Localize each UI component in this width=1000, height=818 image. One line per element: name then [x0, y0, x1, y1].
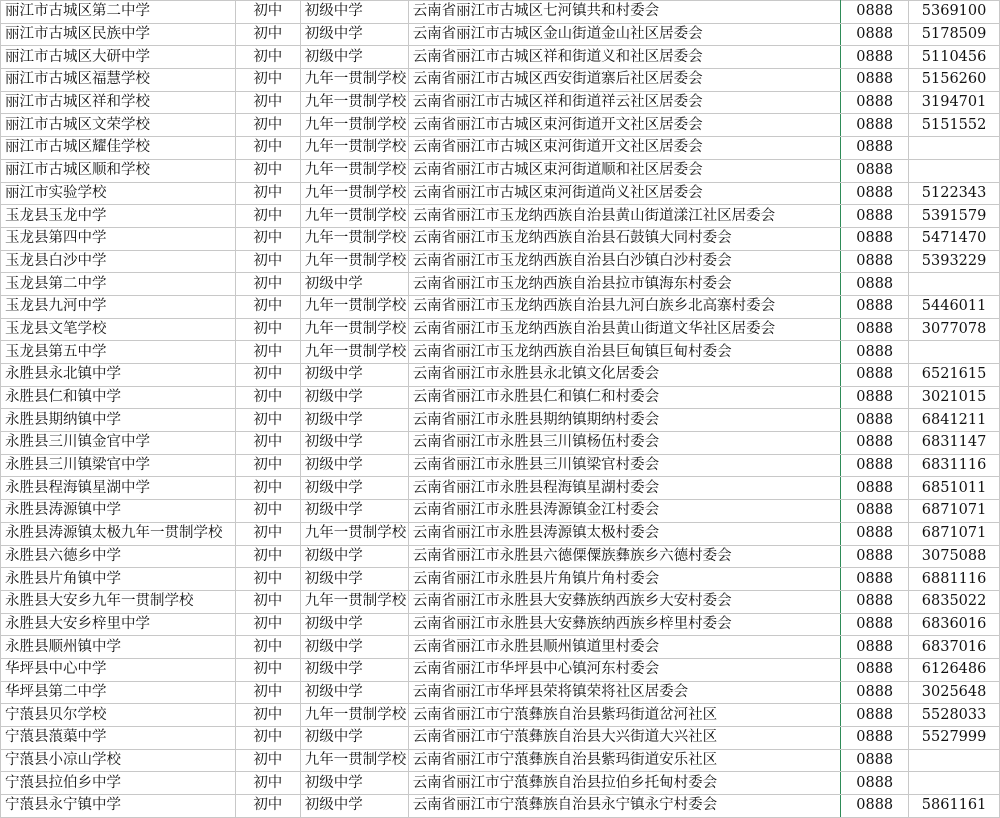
- school-name-cell[interactable]: 永胜县程海镇星湖中学: [1, 477, 236, 500]
- school-name-cell[interactable]: 丽江市古城区耀佳学校: [1, 137, 236, 160]
- table-row: [1, 250, 1000, 273]
- school-type-cell[interactable]: 初级中学: [300, 46, 408, 69]
- school-name-cell[interactable]: 永胜县大安乡九年一贯制学校: [1, 590, 236, 613]
- school-address-cell[interactable]: 云南省丽江市玉龙纳西族自治县白沙镇白沙村委会: [408, 250, 841, 273]
- school-address-cell[interactable]: 云南省丽江市永胜县片角镇片角村委会: [408, 568, 841, 591]
- school-name-cell[interactable]: 丽江市古城区大研中学: [1, 46, 236, 69]
- phone-cell[interactable]: 3075088: [909, 545, 1000, 568]
- area-code-cell[interactable]: 0888: [841, 318, 909, 341]
- school-type-cell[interactable]: 初级中学: [300, 409, 408, 432]
- school-name-cell[interactable]: 永胜县涛源镇太极九年一贯制学校: [1, 522, 236, 545]
- school-name-cell[interactable]: 玉龙县九河中学: [1, 295, 236, 318]
- school-type-cell[interactable]: 初级中学: [300, 568, 408, 591]
- phone-cell[interactable]: 3025648: [909, 681, 1000, 704]
- area-code-cell[interactable]: 0888: [841, 1, 909, 24]
- phone-cell[interactable]: [909, 273, 1000, 296]
- area-code-cell[interactable]: 0888: [841, 114, 909, 137]
- area-code-cell[interactable]: 0888: [841, 795, 909, 818]
- school-type-cell[interactable]: 初级中学: [300, 613, 408, 636]
- area-code-cell[interactable]: 0888: [841, 522, 909, 545]
- school-address-cell[interactable]: 云南省丽江市古城区束河街道顺和社区居委会: [408, 159, 841, 182]
- school-level-cell[interactable]: 初中: [235, 568, 300, 591]
- table-row: [1, 704, 1000, 727]
- school-address-cell[interactable]: 云南省丽江市宁蒗彝族自治县拉伯乡托甸村委会: [408, 772, 841, 795]
- phone-cell[interactable]: 6881116: [909, 568, 1000, 591]
- school-type-cell[interactable]: 初级中学: [300, 500, 408, 523]
- school-address-cell[interactable]: 云南省丽江市玉龙纳西族自治县九河白族乡北高寨村委会: [408, 295, 841, 318]
- school-name-cell[interactable]: 玉龙县玉龙中学: [1, 205, 236, 228]
- area-code-cell[interactable]: 0888: [841, 432, 909, 455]
- phone-cell[interactable]: 6837016: [909, 636, 1000, 659]
- area-code-cell[interactable]: 0888: [841, 545, 909, 568]
- school-level-cell[interactable]: 初中: [235, 500, 300, 523]
- school-type-cell[interactable]: 九年一贯制学校: [300, 318, 408, 341]
- phone-cell[interactable]: 5861161: [909, 795, 1000, 818]
- school-address-cell[interactable]: 云南省丽江市永胜县顺州镇道里村委会: [408, 636, 841, 659]
- school-type-cell[interactable]: 初级中学: [300, 273, 408, 296]
- school-type-cell[interactable]: 初级中学: [300, 364, 408, 387]
- table-row: [1, 772, 1000, 795]
- school-address-cell[interactable]: 云南省丽江市永胜县期纳镇期纳村委会: [408, 409, 841, 432]
- school-level-cell[interactable]: 初中: [235, 749, 300, 772]
- school-name-cell[interactable]: 永胜县仁和镇中学: [1, 386, 236, 409]
- school-name-cell[interactable]: 永胜县涛源镇中学: [1, 500, 236, 523]
- school-level-cell[interactable]: 初中: [235, 409, 300, 432]
- school-type-cell[interactable]: 初级中学: [300, 658, 408, 681]
- table-row: [1, 273, 1000, 296]
- school-level-cell[interactable]: 初中: [235, 182, 300, 205]
- area-code-cell[interactable]: 0888: [841, 386, 909, 409]
- table-row: [1, 46, 1000, 69]
- school-level-cell[interactable]: 初中: [235, 114, 300, 137]
- school-address-cell[interactable]: 云南省丽江市永胜县涛源镇金江村委会: [408, 500, 841, 523]
- table-row: [1, 454, 1000, 477]
- school-name-cell[interactable]: 丽江市古城区文荣学校: [1, 114, 236, 137]
- area-code-cell[interactable]: 0888: [841, 613, 909, 636]
- school-type-cell[interactable]: 九年一贯制学校: [300, 182, 408, 205]
- school-level-cell[interactable]: 初中: [235, 364, 300, 387]
- school-type-cell[interactable]: 初级中学: [300, 23, 408, 46]
- table-row: [1, 205, 1000, 228]
- school-type-cell[interactable]: 九年一贯制学校: [300, 749, 408, 772]
- school-address-cell[interactable]: 云南省丽江市华坪县中心镇河东村委会: [408, 658, 841, 681]
- school-address-cell[interactable]: 云南省丽江市玉龙纳西族自治县黄山街道文华社区居委会: [408, 318, 841, 341]
- table-row: [1, 795, 1000, 818]
- area-code-cell[interactable]: 0888: [841, 23, 909, 46]
- phone-cell[interactable]: 6521615: [909, 364, 1000, 387]
- school-name-cell[interactable]: 永胜县三川镇金官中学: [1, 432, 236, 455]
- school-level-cell[interactable]: 初中: [235, 545, 300, 568]
- table-row: [1, 114, 1000, 137]
- table-row: [1, 182, 1000, 205]
- phone-cell[interactable]: 3021015: [909, 386, 1000, 409]
- table-row: [1, 91, 1000, 114]
- school-level-cell[interactable]: 初中: [235, 477, 300, 500]
- area-code-cell[interactable]: 0888: [841, 91, 909, 114]
- school-type-cell[interactable]: 九年一贯制学校: [300, 522, 408, 545]
- school-type-cell[interactable]: 九年一贯制学校: [300, 159, 408, 182]
- school-name-cell[interactable]: 丽江市古城区祥和学校: [1, 91, 236, 114]
- school-name-cell[interactable]: 宁蒗县蒗蕖中学: [1, 727, 236, 750]
- school-type-cell[interactable]: 九年一贯制学校: [300, 250, 408, 273]
- school-name-cell[interactable]: 丽江市实验学校: [1, 182, 236, 205]
- school-name-cell[interactable]: 宁蒗县贝尔学校: [1, 704, 236, 727]
- school-level-cell[interactable]: 初中: [235, 250, 300, 273]
- area-code-cell[interactable]: 0888: [841, 182, 909, 205]
- school-address-cell[interactable]: 云南省丽江市古城区七河镇共和村委会: [408, 1, 841, 24]
- school-type-cell[interactable]: 九年一贯制学校: [300, 704, 408, 727]
- area-code-cell[interactable]: 0888: [841, 658, 909, 681]
- school-level-cell[interactable]: 初中: [235, 295, 300, 318]
- school-level-cell[interactable]: 初中: [235, 159, 300, 182]
- school-level-cell[interactable]: 初中: [235, 386, 300, 409]
- phone-cell[interactable]: 6841211: [909, 409, 1000, 432]
- school-name-cell[interactable]: 玉龙县白沙中学: [1, 250, 236, 273]
- school-address-cell[interactable]: 云南省丽江市永胜县大安彝族纳西族乡梓里村委会: [408, 613, 841, 636]
- school-level-cell[interactable]: 初中: [235, 46, 300, 69]
- school-type-cell[interactable]: 初级中学: [300, 545, 408, 568]
- table-row: [1, 341, 1000, 364]
- school-address-cell[interactable]: 云南省丽江市永胜县三川镇梁官村委会: [408, 454, 841, 477]
- school-address-cell[interactable]: 云南省丽江市古城区祥和街道义和社区居委会: [408, 46, 841, 69]
- school-type-cell[interactable]: 初级中学: [300, 454, 408, 477]
- school-type-cell[interactable]: 九年一贯制学校: [300, 295, 408, 318]
- school-name-cell[interactable]: 丽江市古城区第二中学: [1, 1, 236, 24]
- school-type-cell[interactable]: 九年一贯制学校: [300, 114, 408, 137]
- school-level-cell[interactable]: 初中: [235, 341, 300, 364]
- phone-cell[interactable]: 6851011: [909, 477, 1000, 500]
- table-row: [1, 295, 1000, 318]
- school-type-cell[interactable]: 初级中学: [300, 477, 408, 500]
- table-row: [1, 69, 1000, 92]
- table-row: [1, 568, 1000, 591]
- school-type-cell[interactable]: 九年一贯制学校: [300, 69, 408, 92]
- school-type-cell[interactable]: 初级中学: [300, 386, 408, 409]
- school-level-cell[interactable]: 初中: [235, 69, 300, 92]
- school-address-cell[interactable]: 云南省丽江市古城区金山街道金山社区居委会: [408, 23, 841, 46]
- school-type-cell[interactable]: 九年一贯制学校: [300, 205, 408, 228]
- school-level-cell[interactable]: 初中: [235, 636, 300, 659]
- school-address-cell[interactable]: 云南省丽江市宁蒗彝族自治县紫玛街道岔河社区: [408, 704, 841, 727]
- school-type-cell[interactable]: 初级中学: [300, 795, 408, 818]
- school-address-cell[interactable]: 云南省丽江市华坪县荣将镇荣将社区居委会: [408, 681, 841, 704]
- table-row: [1, 727, 1000, 750]
- school-level-cell[interactable]: 初中: [235, 432, 300, 455]
- school-address-cell[interactable]: 云南省丽江市宁蒗彝族自治县大兴街道大兴社区: [408, 727, 841, 750]
- phone-cell[interactable]: 5393229: [909, 250, 1000, 273]
- table-row: [1, 613, 1000, 636]
- phone-cell[interactable]: 6836016: [909, 613, 1000, 636]
- area-code-cell[interactable]: 0888: [841, 772, 909, 795]
- school-name-cell[interactable]: 宁蒗县永宁镇中学: [1, 795, 236, 818]
- school-level-cell[interactable]: 初中: [235, 704, 300, 727]
- phone-cell[interactable]: [909, 772, 1000, 795]
- phone-cell[interactable]: 5527999: [909, 727, 1000, 750]
- table-body: [1, 1, 1000, 818]
- school-name-cell[interactable]: 玉龙县文笔学校: [1, 318, 236, 341]
- school-address-cell[interactable]: 云南省丽江市永胜县六德傈僳族彝族乡六德村委会: [408, 545, 841, 568]
- area-code-cell[interactable]: 0888: [841, 590, 909, 613]
- phone-cell[interactable]: 5471470: [909, 227, 1000, 250]
- area-code-cell[interactable]: 0888: [841, 681, 909, 704]
- school-address-cell[interactable]: 云南省丽江市古城区束河街道开文社区居委会: [408, 137, 841, 160]
- school-level-cell[interactable]: 初中: [235, 318, 300, 341]
- school-name-cell[interactable]: 永胜县期纳镇中学: [1, 409, 236, 432]
- school-address-cell[interactable]: 云南省丽江市永胜县大安彝族纳西族乡大安村委会: [408, 590, 841, 613]
- school-level-cell[interactable]: 初中: [235, 273, 300, 296]
- area-code-cell[interactable]: 0888: [841, 364, 909, 387]
- phone-cell[interactable]: 5110456: [909, 46, 1000, 69]
- table-row: [1, 159, 1000, 182]
- area-code-cell[interactable]: 0888: [841, 295, 909, 318]
- area-code-cell[interactable]: 0888: [841, 46, 909, 69]
- school-name-cell[interactable]: 玉龙县第四中学: [1, 227, 236, 250]
- area-code-cell[interactable]: 0888: [841, 205, 909, 228]
- school-address-cell[interactable]: 云南省丽江市永胜县仁和镇仁和村委会: [408, 386, 841, 409]
- table-row: [1, 658, 1000, 681]
- school-address-cell[interactable]: 云南省丽江市永胜县程海镇星湖村委会: [408, 477, 841, 500]
- table-row: [1, 749, 1000, 772]
- school-address-cell[interactable]: 云南省丽江市古城区束河街道尚义社区居委会: [408, 182, 841, 205]
- school-level-cell[interactable]: 初中: [235, 613, 300, 636]
- table-row: [1, 318, 1000, 341]
- area-code-cell[interactable]: 0888: [841, 69, 909, 92]
- phone-cell[interactable]: 6871071: [909, 500, 1000, 523]
- area-code-cell[interactable]: 0888: [841, 454, 909, 477]
- school-name-cell[interactable]: 永胜县大安乡梓里中学: [1, 613, 236, 636]
- school-level-cell[interactable]: 初中: [235, 658, 300, 681]
- phone-cell[interactable]: 6835022: [909, 590, 1000, 613]
- area-code-cell[interactable]: 0888: [841, 227, 909, 250]
- table-row: [1, 432, 1000, 455]
- phone-cell[interactable]: 5528033: [909, 704, 1000, 727]
- school-level-cell[interactable]: 初中: [235, 772, 300, 795]
- area-code-cell[interactable]: 0888: [841, 341, 909, 364]
- area-code-cell[interactable]: 0888: [841, 636, 909, 659]
- school-type-cell[interactable]: 九年一贯制学校: [300, 590, 408, 613]
- school-type-cell[interactable]: 初级中学: [300, 636, 408, 659]
- school-level-cell[interactable]: 初中: [235, 522, 300, 545]
- table-row: [1, 137, 1000, 160]
- school-level-cell[interactable]: 初中: [235, 91, 300, 114]
- phone-cell[interactable]: 5151552: [909, 114, 1000, 137]
- phone-cell[interactable]: 5369100: [909, 1, 1000, 24]
- school-name-cell[interactable]: 永胜县顺州镇中学: [1, 636, 236, 659]
- phone-cell[interactable]: 5391579: [909, 205, 1000, 228]
- area-code-cell[interactable]: 0888: [841, 137, 909, 160]
- phone-cell[interactable]: [909, 137, 1000, 160]
- school-address-cell[interactable]: 云南省丽江市玉龙纳西族自治县拉市镇海东村委会: [408, 273, 841, 296]
- school-level-cell[interactable]: 初中: [235, 727, 300, 750]
- table-row: [1, 636, 1000, 659]
- school-address-cell[interactable]: 云南省丽江市古城区西安街道寨后社区居委会: [408, 69, 841, 92]
- table-row: [1, 522, 1000, 545]
- school-level-cell[interactable]: 初中: [235, 454, 300, 477]
- table-row: [1, 227, 1000, 250]
- school-level-cell[interactable]: 初中: [235, 1, 300, 24]
- school-address-cell[interactable]: 云南省丽江市玉龙纳西族自治县巨甸镇巨甸村委会: [408, 341, 841, 364]
- table-row: [1, 23, 1000, 46]
- school-address-cell[interactable]: 云南省丽江市宁蒗彝族自治县紫玛街道安乐社区: [408, 749, 841, 772]
- phone-cell[interactable]: 3194701: [909, 91, 1000, 114]
- school-level-cell[interactable]: 初中: [235, 795, 300, 818]
- table-row: [1, 500, 1000, 523]
- school-name-cell[interactable]: 丽江市古城区民族中学: [1, 23, 236, 46]
- school-name-cell[interactable]: 宁蒗县拉伯乡中学: [1, 772, 236, 795]
- school-level-cell[interactable]: 初中: [235, 227, 300, 250]
- school-type-cell[interactable]: 九年一贯制学校: [300, 137, 408, 160]
- school-address-cell[interactable]: 云南省丽江市永胜县永北镇文化居委会: [408, 364, 841, 387]
- school-name-cell[interactable]: 永胜县三川镇梁官中学: [1, 454, 236, 477]
- school-type-cell[interactable]: 九年一贯制学校: [300, 341, 408, 364]
- table-row: [1, 681, 1000, 704]
- school-level-cell[interactable]: 初中: [235, 23, 300, 46]
- area-code-cell[interactable]: 0888: [841, 727, 909, 750]
- area-code-cell[interactable]: 0888: [841, 749, 909, 772]
- school-name-cell[interactable]: 华坪县第二中学: [1, 681, 236, 704]
- school-level-cell[interactable]: 初中: [235, 137, 300, 160]
- table-row: [1, 545, 1000, 568]
- phone-cell[interactable]: [909, 341, 1000, 364]
- school-address-cell[interactable]: 云南省丽江市永胜县涛源镇太极村委会: [408, 522, 841, 545]
- phone-cell[interactable]: 5156260: [909, 69, 1000, 92]
- phone-cell[interactable]: [909, 159, 1000, 182]
- school-name-cell[interactable]: 玉龙县第二中学: [1, 273, 236, 296]
- phone-cell[interactable]: 5446011: [909, 295, 1000, 318]
- school-type-cell[interactable]: 初级中学: [300, 727, 408, 750]
- school-name-cell[interactable]: 永胜县六德乡中学: [1, 545, 236, 568]
- school-name-cell[interactable]: 丽江市古城区福慧学校: [1, 69, 236, 92]
- table-row: [1, 590, 1000, 613]
- school-level-cell[interactable]: 初中: [235, 590, 300, 613]
- school-name-cell[interactable]: 永胜县片角镇中学: [1, 568, 236, 591]
- school-type-cell[interactable]: 初级中学: [300, 772, 408, 795]
- table-row: [1, 364, 1000, 387]
- school-name-cell[interactable]: 玉龙县第五中学: [1, 341, 236, 364]
- area-code-cell[interactable]: 0888: [841, 500, 909, 523]
- school-level-cell[interactable]: 初中: [235, 205, 300, 228]
- table-row: [1, 477, 1000, 500]
- school-address-cell[interactable]: 云南省丽江市宁蒗彝族自治县永宁镇永宁村委会: [408, 795, 841, 818]
- school-name-cell[interactable]: 丽江市古城区顺和学校: [1, 159, 236, 182]
- school-type-cell[interactable]: 初级中学: [300, 432, 408, 455]
- school-type-cell[interactable]: 九年一贯制学校: [300, 91, 408, 114]
- area-code-cell[interactable]: 0888: [841, 159, 909, 182]
- area-code-cell[interactable]: 0888: [841, 568, 909, 591]
- school-type-cell[interactable]: 初级中学: [300, 681, 408, 704]
- table-row: [1, 386, 1000, 409]
- school-address-cell[interactable]: 云南省丽江市玉龙纳西族自治县石鼓镇大同村委会: [408, 227, 841, 250]
- school-type-cell[interactable]: 九年一贯制学校: [300, 227, 408, 250]
- phone-cell[interactable]: 6831116: [909, 454, 1000, 477]
- phone-cell[interactable]: [909, 749, 1000, 772]
- phone-cell[interactable]: 5122343: [909, 182, 1000, 205]
- phone-cell[interactable]: 6831147: [909, 432, 1000, 455]
- area-code-cell[interactable]: 0888: [841, 273, 909, 296]
- phone-cell[interactable]: 3077078: [909, 318, 1000, 341]
- area-code-cell[interactable]: 0888: [841, 477, 909, 500]
- school-level-cell[interactable]: 初中: [235, 681, 300, 704]
- table-row: [1, 409, 1000, 432]
- phone-cell[interactable]: 6871071: [909, 522, 1000, 545]
- school-address-cell[interactable]: 云南省丽江市古城区祥和街道祥云社区居委会: [408, 91, 841, 114]
- area-code-cell[interactable]: 0888: [841, 409, 909, 432]
- school-address-cell[interactable]: 云南省丽江市玉龙纳西族自治县黄山街道漾江社区居委会: [408, 205, 841, 228]
- school-name-cell[interactable]: 永胜县永北镇中学: [1, 364, 236, 387]
- area-code-cell[interactable]: 0888: [841, 704, 909, 727]
- school-address-cell[interactable]: 云南省丽江市古城区束河街道开文社区居委会: [408, 114, 841, 137]
- phone-cell[interactable]: 6126486: [909, 658, 1000, 681]
- school-name-cell[interactable]: 华坪县中心中学: [1, 658, 236, 681]
- phone-cell[interactable]: 5178509: [909, 23, 1000, 46]
- table-row: [1, 1, 1000, 24]
- school-name-cell[interactable]: 宁蒗县小凉山学校: [1, 749, 236, 772]
- school-type-cell[interactable]: 初级中学: [300, 1, 408, 24]
- area-code-cell[interactable]: 0888: [841, 250, 909, 273]
- school-address-cell[interactable]: 云南省丽江市永胜县三川镇杨伍村委会: [408, 432, 841, 455]
